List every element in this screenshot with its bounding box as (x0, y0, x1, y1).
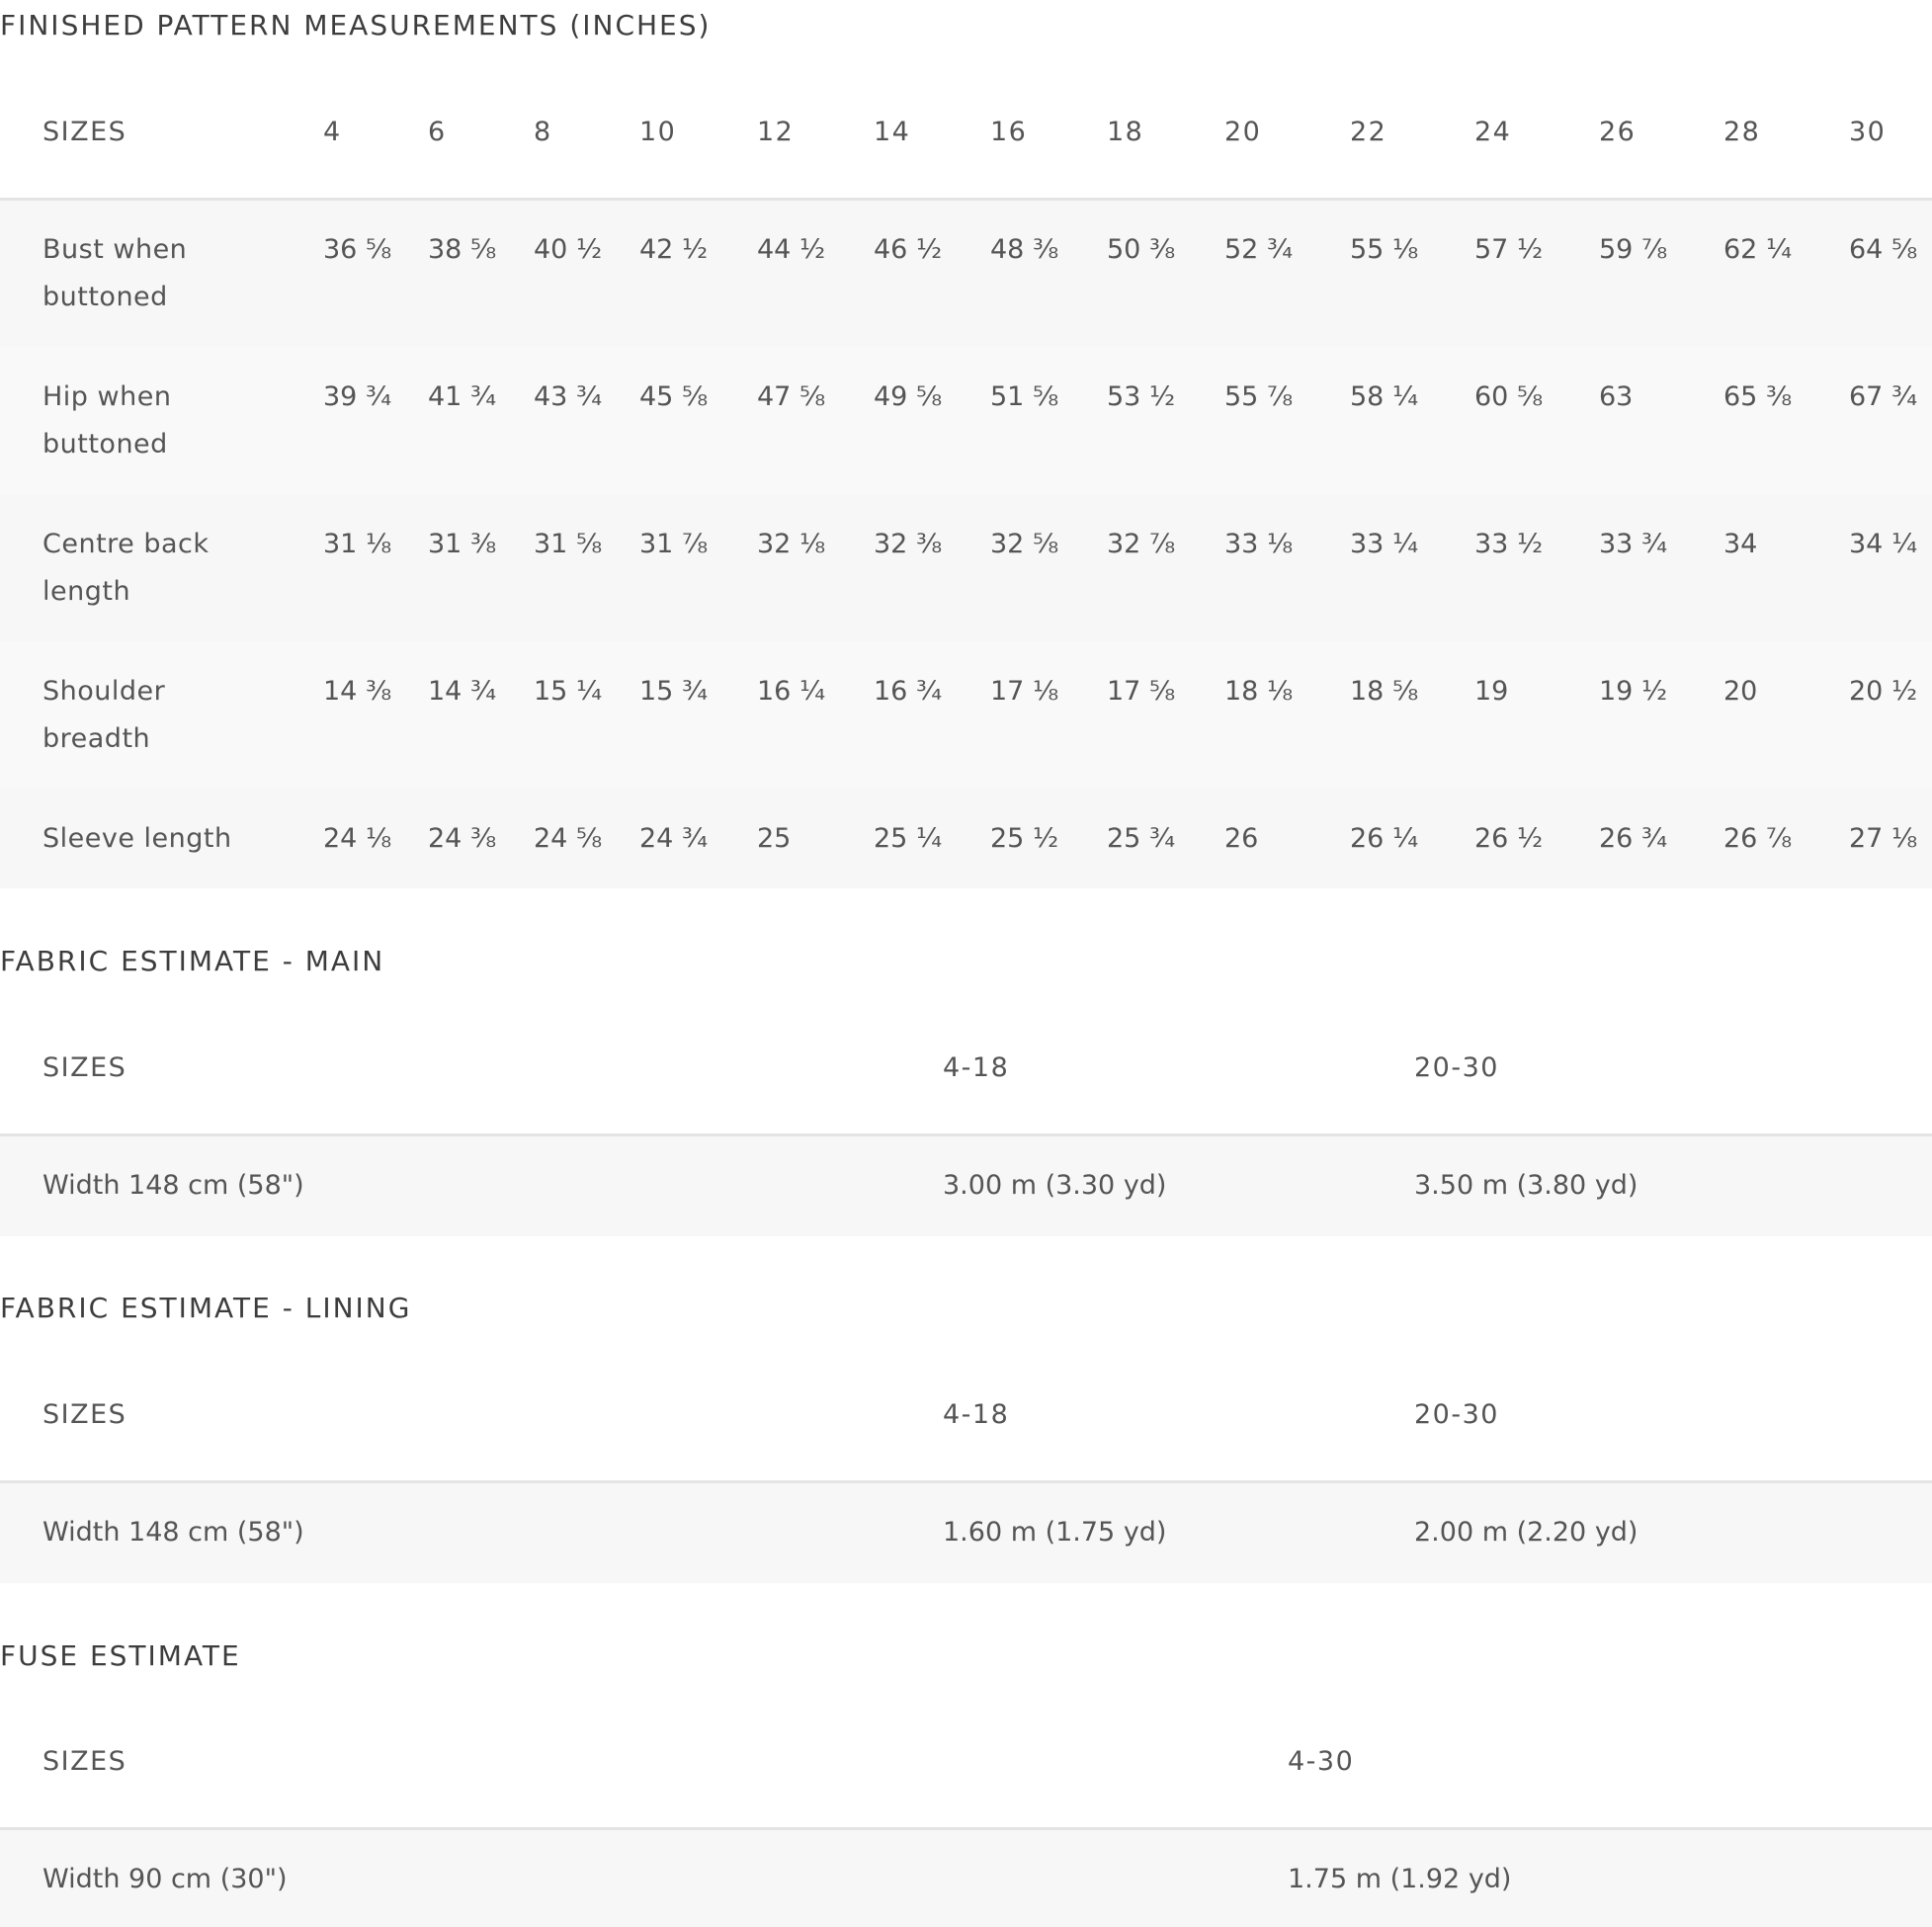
table-row (0, 641, 1932, 789)
size-col-header: 20 (1224, 117, 1262, 147)
table-cell: 44 ½ (757, 234, 826, 265)
table-cell: 26 ¾ (1599, 823, 1668, 854)
size-col-header: 30 (1849, 117, 1887, 147)
table-cell: 26 ⅞ (1723, 823, 1793, 854)
table-cell: 55 ⅛ (1350, 234, 1419, 265)
table-cell: 48 ⅜ (990, 234, 1059, 265)
table-cell: 31 ⅜ (428, 529, 497, 559)
table-cell: 17 ⅛ (990, 676, 1059, 707)
table-row (0, 789, 1932, 888)
table-cell: 33 ⅛ (1224, 529, 1294, 559)
row-label: Sleeve length (42, 823, 232, 854)
size-col-header: 22 (1350, 117, 1387, 147)
table-cell: 24 ⅜ (428, 823, 497, 854)
size-range-header: 4-18 (943, 1052, 1010, 1083)
fabric-main-title: FABRIC ESTIMATE - MAIN (0, 945, 385, 977)
table-cell: 47 ⅝ (757, 381, 826, 412)
table-cell: 42 ½ (639, 234, 709, 265)
table-cell: 53 ½ (1107, 381, 1176, 412)
row-label: Width 90 cm (30") (42, 1864, 288, 1894)
size-range-header: 4-30 (1288, 1746, 1355, 1777)
table-cell: 32 ⅝ (990, 529, 1059, 559)
table-cell: 49 ⅝ (874, 381, 943, 412)
table-cell: 31 ⅛ (323, 529, 392, 559)
table-cell: 36 ⅝ (323, 234, 392, 265)
table-cell: 32 ⅜ (874, 529, 943, 559)
table-cell: 25 ¼ (874, 823, 943, 854)
fuse-estimate-title: FUSE ESTIMATE (0, 1639, 241, 1672)
table-row (0, 201, 1932, 347)
table-cell: 26 ¼ (1350, 823, 1419, 854)
table-cell: 60 ⅝ (1474, 381, 1544, 412)
table-cell: 33 ½ (1474, 529, 1544, 559)
table-cell: 16 ¾ (874, 676, 943, 707)
table-cell: 31 ⅝ (534, 529, 603, 559)
size-col-header: 18 (1107, 117, 1144, 147)
row-label: Width 148 cm (58") (42, 1517, 304, 1548)
table-cell: 64 ⅝ (1849, 234, 1918, 265)
table-cell: 19 (1474, 676, 1509, 707)
table-cell: 1.60 m (1.75 yd) (943, 1517, 1167, 1548)
table-cell: 15 ¾ (639, 676, 709, 707)
table-cell: 46 ½ (874, 234, 943, 265)
table-cell: 45 ⅝ (639, 381, 709, 412)
size-col-header: 28 (1723, 117, 1761, 147)
size-col-header: 4 (323, 117, 342, 147)
size-col-header: 10 (639, 117, 677, 147)
row-label: Hip when buttoned (42, 381, 172, 460)
size-col-header: 26 (1599, 117, 1637, 147)
table-cell: 1.75 m (1.92 yd) (1288, 1864, 1512, 1894)
size-range-header: 4-18 (943, 1399, 1010, 1430)
table-cell: 63 (1599, 381, 1634, 412)
table-cell: 24 ⅛ (323, 823, 392, 854)
table-cell: 2.00 m (2.20 yd) (1414, 1517, 1638, 1548)
table-cell: 67 ¾ (1849, 381, 1918, 412)
table-cell: 34 ¼ (1849, 529, 1918, 559)
size-range-header: 20-30 (1414, 1052, 1499, 1083)
table-cell: 65 ⅜ (1723, 381, 1793, 412)
table-cell: 26 (1224, 823, 1259, 854)
table-cell: 33 ¾ (1599, 529, 1668, 559)
sizes-header: SIZES (42, 117, 127, 147)
table-cell: 38 ⅝ (428, 234, 497, 265)
table-cell: 40 ½ (534, 234, 603, 265)
sizes-header: SIZES (42, 1399, 127, 1430)
table-cell: 52 ¾ (1224, 234, 1294, 265)
row-label: Bust when buttoned (42, 234, 188, 312)
table-cell: 32 ⅛ (757, 529, 826, 559)
table-row (0, 347, 1932, 494)
finished-measurements-title: FINISHED PATTERN MEASUREMENTS (INCHES) (0, 9, 712, 42)
fabric-lining-title: FABRIC ESTIMATE - LINING (0, 1292, 412, 1324)
table-cell: 14 ⅜ (323, 676, 392, 707)
table-cell: 16 ¼ (757, 676, 826, 707)
table-row (0, 494, 1932, 641)
table-cell: 43 ¾ (534, 381, 603, 412)
size-col-header: 24 (1474, 117, 1512, 147)
size-col-header: 6 (428, 117, 447, 147)
row-label: Width 148 cm (58") (42, 1170, 304, 1201)
table-cell: 50 ⅜ (1107, 234, 1176, 265)
table-row (0, 1483, 1932, 1583)
table-cell: 18 ⅝ (1350, 676, 1419, 707)
table-row (0, 1830, 1932, 1927)
table-cell: 3.00 m (3.30 yd) (943, 1170, 1167, 1201)
size-col-header: 8 (534, 117, 552, 147)
table-cell: 20 ½ (1849, 676, 1918, 707)
sizes-header: SIZES (42, 1052, 127, 1083)
table-cell: 26 ½ (1474, 823, 1544, 854)
table-cell: 24 ¾ (639, 823, 709, 854)
table-cell: 17 ⅝ (1107, 676, 1176, 707)
table-cell: 19 ½ (1599, 676, 1668, 707)
table-cell: 31 ⅞ (639, 529, 709, 559)
table-cell: 18 ⅛ (1224, 676, 1294, 707)
table-cell: 3.50 m (3.80 yd) (1414, 1170, 1638, 1201)
table-cell: 39 ¾ (323, 381, 392, 412)
size-col-header: 12 (757, 117, 795, 147)
table-cell: 25 ½ (990, 823, 1059, 854)
table-cell: 59 ⅞ (1599, 234, 1668, 265)
table-cell: 62 ¼ (1723, 234, 1793, 265)
table-cell: 33 ¼ (1350, 529, 1419, 559)
size-range-header: 20-30 (1414, 1399, 1499, 1430)
table-header-row (0, 109, 1932, 176)
table-cell: 34 (1723, 529, 1758, 559)
size-col-header: 16 (990, 117, 1028, 147)
table-cell: 58 ¼ (1350, 381, 1419, 412)
table-cell: 20 (1723, 676, 1758, 707)
table-cell: 25 ¾ (1107, 823, 1176, 854)
table-row (0, 1136, 1932, 1236)
table-cell: 15 ¼ (534, 676, 603, 707)
table-cell: 57 ½ (1474, 234, 1544, 265)
size-col-header: 14 (874, 117, 911, 147)
table-cell: 32 ⅞ (1107, 529, 1176, 559)
table-cell: 55 ⅞ (1224, 381, 1294, 412)
row-label: Shoulder breadth (42, 676, 166, 754)
table-cell: 25 (757, 823, 792, 854)
row-label: Centre back length (42, 529, 210, 607)
table-cell: 14 ¾ (428, 676, 497, 707)
sizes-header: SIZES (42, 1746, 127, 1777)
table-cell: 27 ⅛ (1849, 823, 1918, 854)
table-cell: 51 ⅝ (990, 381, 1059, 412)
table-cell: 41 ¾ (428, 381, 497, 412)
table-cell: 24 ⅝ (534, 823, 603, 854)
